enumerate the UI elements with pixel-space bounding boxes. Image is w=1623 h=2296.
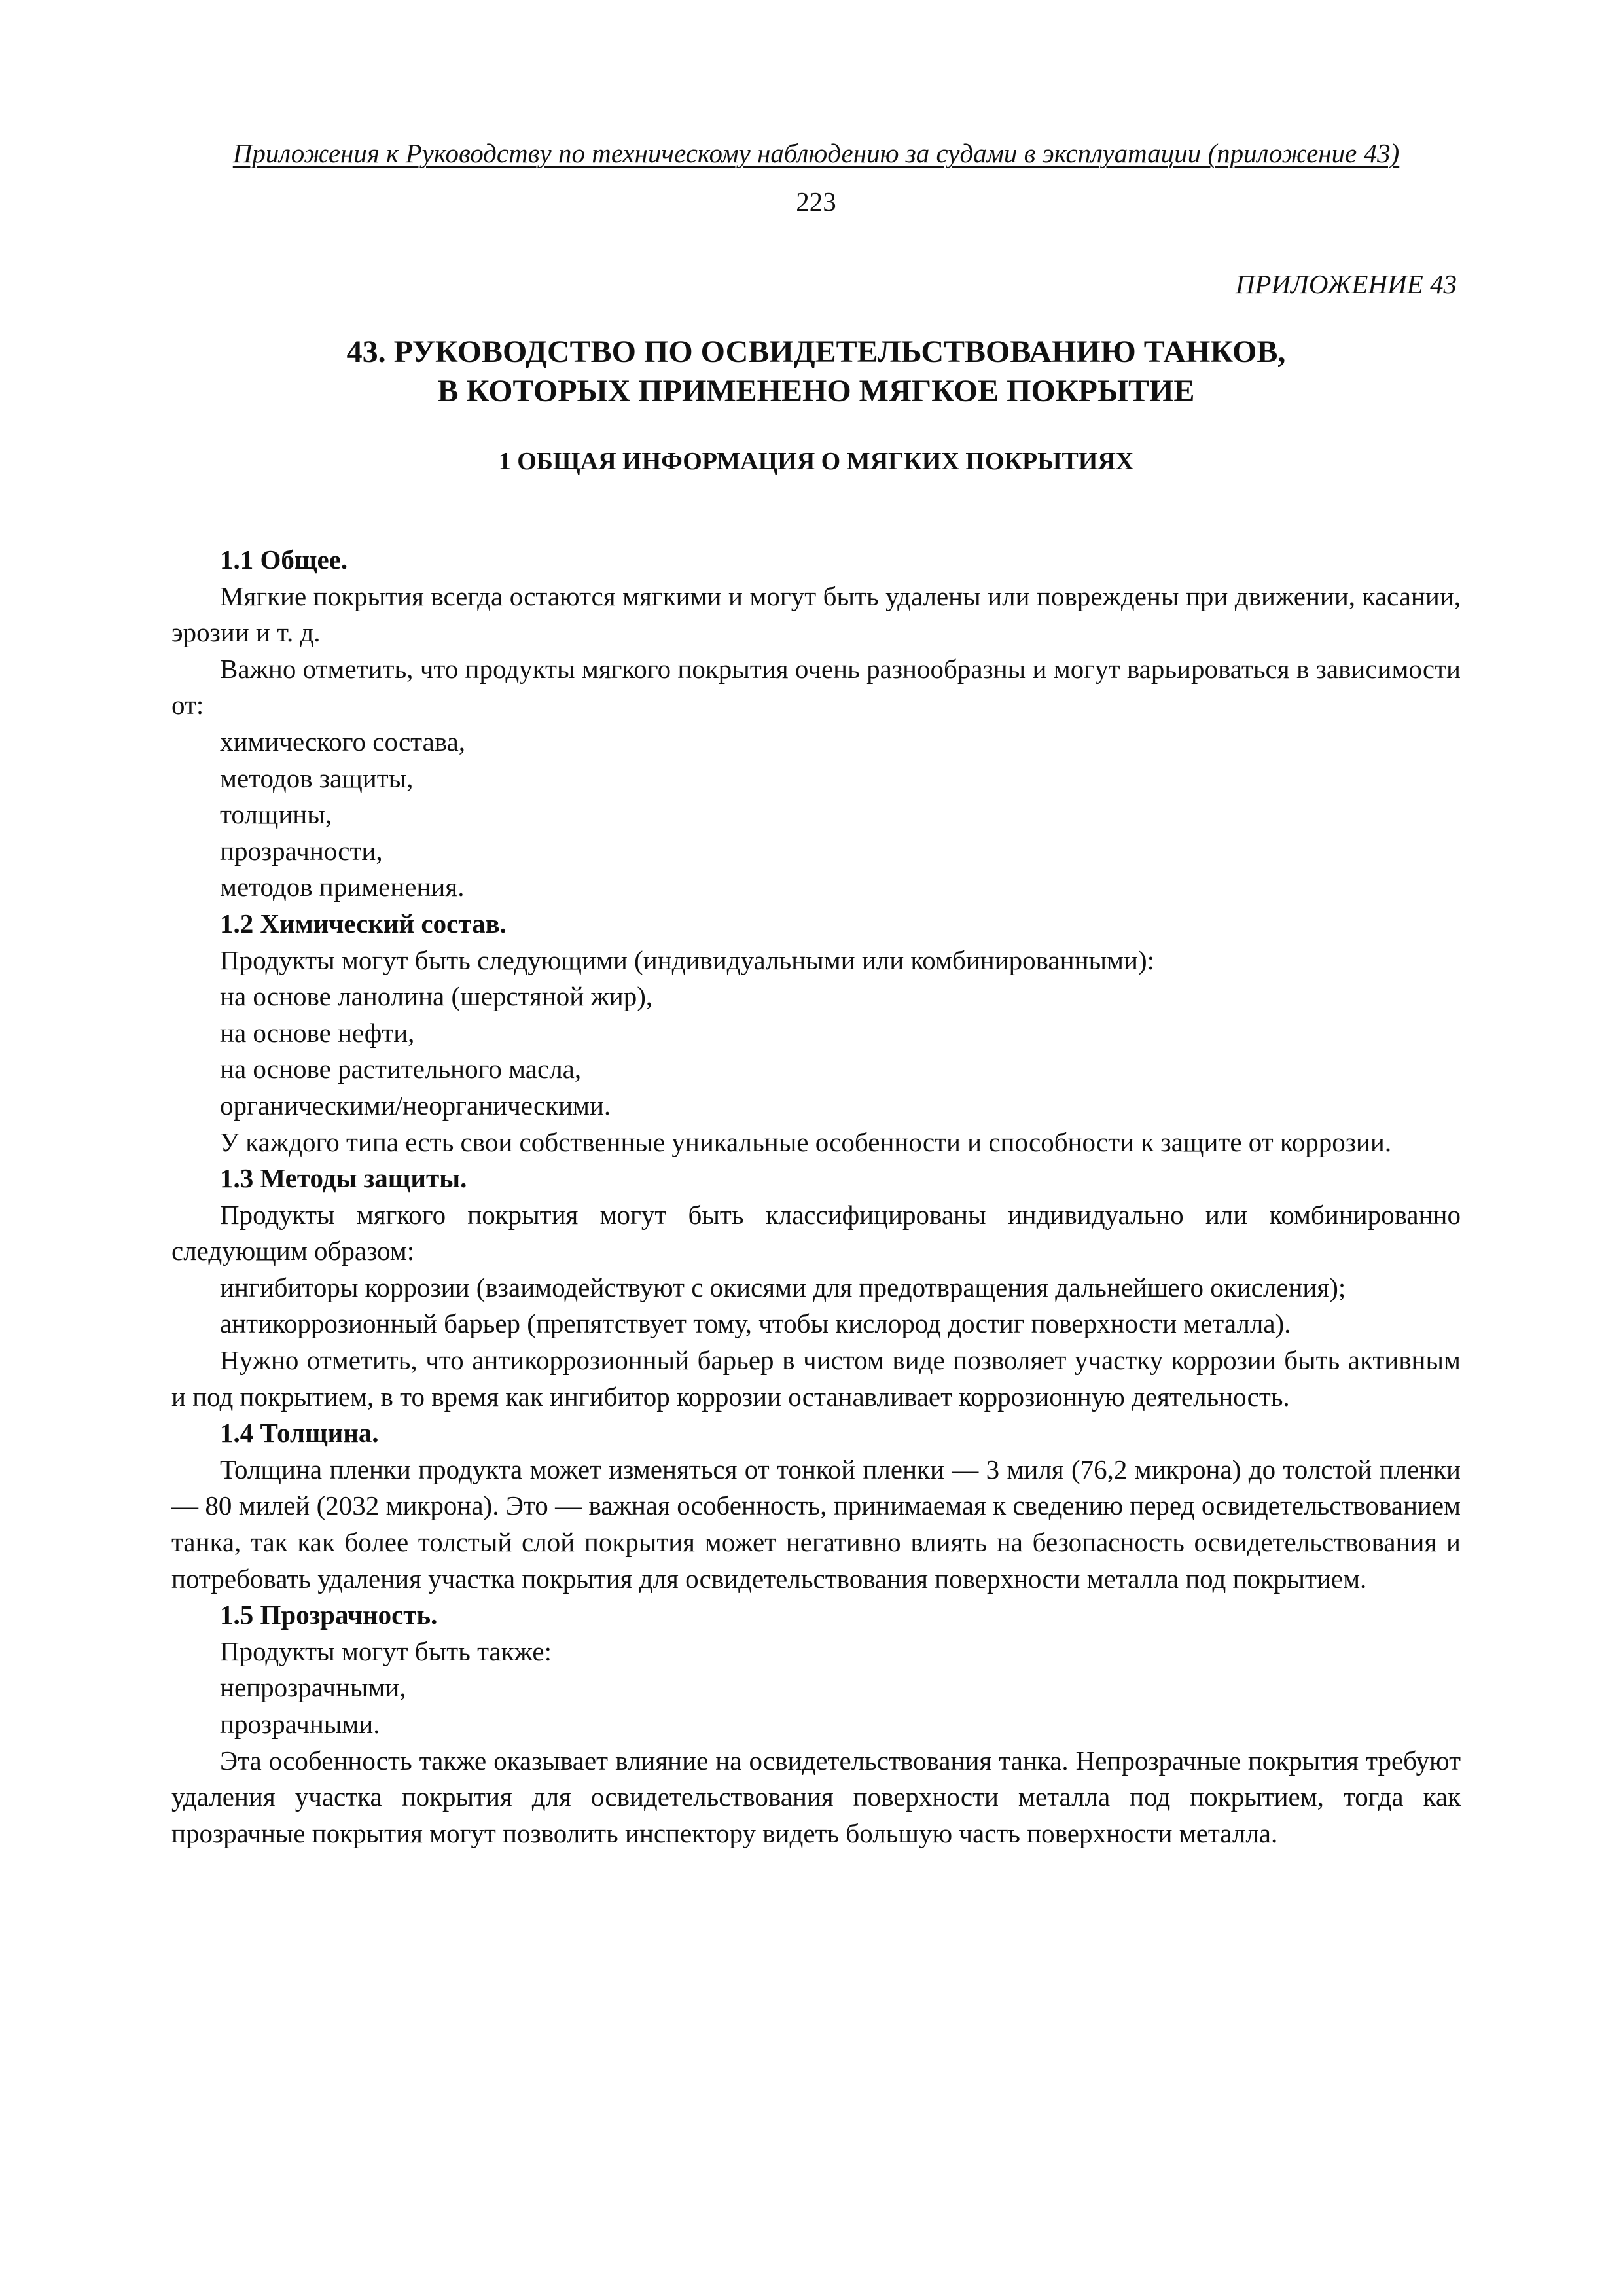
running-header: Приложения к Руководству по техническому наблюдению за судами в эксплуатации (приложение 43) xyxy=(232,138,1400,168)
section-title: 1 ОБЩАЯ ИНФОРМАЦИЯ О МЯГКИХ ПОКРЫТИЯХ xyxy=(498,448,1134,475)
list-item: на основе нефти, xyxy=(220,1017,415,1048)
subsection-heading: 1.2 Химический состав. xyxy=(220,908,507,939)
list-item: прозрачными. xyxy=(220,1709,380,1739)
list-item: толщины, xyxy=(220,799,332,830)
appendix-label: ПРИЛОЖЕНИЕ 43 xyxy=(1235,269,1457,299)
list-item: органическими/неорганическими. xyxy=(220,1090,611,1121)
paragraph: Мягкие покрытия всегда остаются мягкими и могут быть удалены или повреждены при движении, касании, эрозии и т. д. xyxy=(171,581,1461,648)
page-number: 223 xyxy=(796,187,836,217)
paragraph: Толщина пленки продукта может изменяться от тонкой пленки — 3 миля (76,2 микрона) до толстой пленки — 80 милей (2032 микрона). Это — важная особенность, принимаемая к сведению перед освидетельствованием танка, так как более толстый слой покрытия может негативно влиять на безопасность освидетельствования и потребовать удаления участка покрытия для освидетельствования поверхности металла под покрытием. xyxy=(171,1454,1461,1594)
list-item: непрозрачными, xyxy=(220,1672,406,1703)
document-title-line-2: В КОТОРЫХ ПРИМЕНЕНО МЯГКОЕ ПОКРЫТИЕ xyxy=(437,374,1195,408)
list-item: на основе ланолина (шерстяной жир), xyxy=(220,981,653,1012)
document-title xyxy=(171,332,1461,411)
list-item: антикоррозионный барьер (препятствует тому, чтобы кислород достиг поверхности металла). xyxy=(220,1308,1291,1339)
list-item: прозрачности, xyxy=(220,835,383,866)
paragraph: Продукты могут быть также: xyxy=(220,1636,552,1666)
document-title-line-1: 43. РУКОВОДСТВО ПО ОСВИДЕТЕЛЬСТВОВАНИЮ ТАНКОВ, xyxy=(346,334,1286,369)
paragraph: Важно отметить, что продукты мягкого покрытия очень разнообразны и могут варьироваться в зависимости от: xyxy=(171,653,1461,721)
list-item: методов применения. xyxy=(220,872,465,903)
list-item: химического состава, xyxy=(220,726,466,757)
paragraph: Эта особенность также оказывает влияние на освидетельствования танка. Непрозрачные покрытия требуют удаления участка покрытия для освидетельствования поверхности металла под покрытием, тогда как прозрачные покрытия могут позволить инспектору видеть большую часть поверхности металла. xyxy=(171,1745,1461,1848)
subsection-heading: 1.1 Общее. xyxy=(220,545,348,575)
list-item: ингибиторы коррозии (взаимодействуют с окисями для предотвращения дальнейшего окисления); xyxy=(220,1272,1346,1302)
subsection-heading: 1.5 Прозрачность. xyxy=(220,1600,438,1630)
body-text xyxy=(171,542,1461,1852)
list-item: на основе растительного масла, xyxy=(220,1054,582,1085)
list-item: методов защиты, xyxy=(220,762,414,793)
paragraph: Нужно отметить, что антикоррозионный барьер в чистом виде позволяет участку коррозии быть активным и под покрытием, в то время как ингибитор коррозии останавливает коррозионную деятельность. xyxy=(171,1345,1461,1412)
subsection-heading: 1.4 Толщина. xyxy=(220,1418,379,1448)
subsection-heading: 1.3 Методы защиты. xyxy=(220,1163,467,1194)
paragraph: У каждого типа есть свои собственные уникальные особенности и способности к защите от коррозии. xyxy=(220,1126,1392,1157)
paragraph: Продукты могут быть следующими (индивидуальными или комбинированными): xyxy=(220,944,1154,975)
paragraph: Продукты мягкого покрытия могут быть классифицированы индивидуально или комбинированно следующим образом: xyxy=(171,1199,1461,1266)
